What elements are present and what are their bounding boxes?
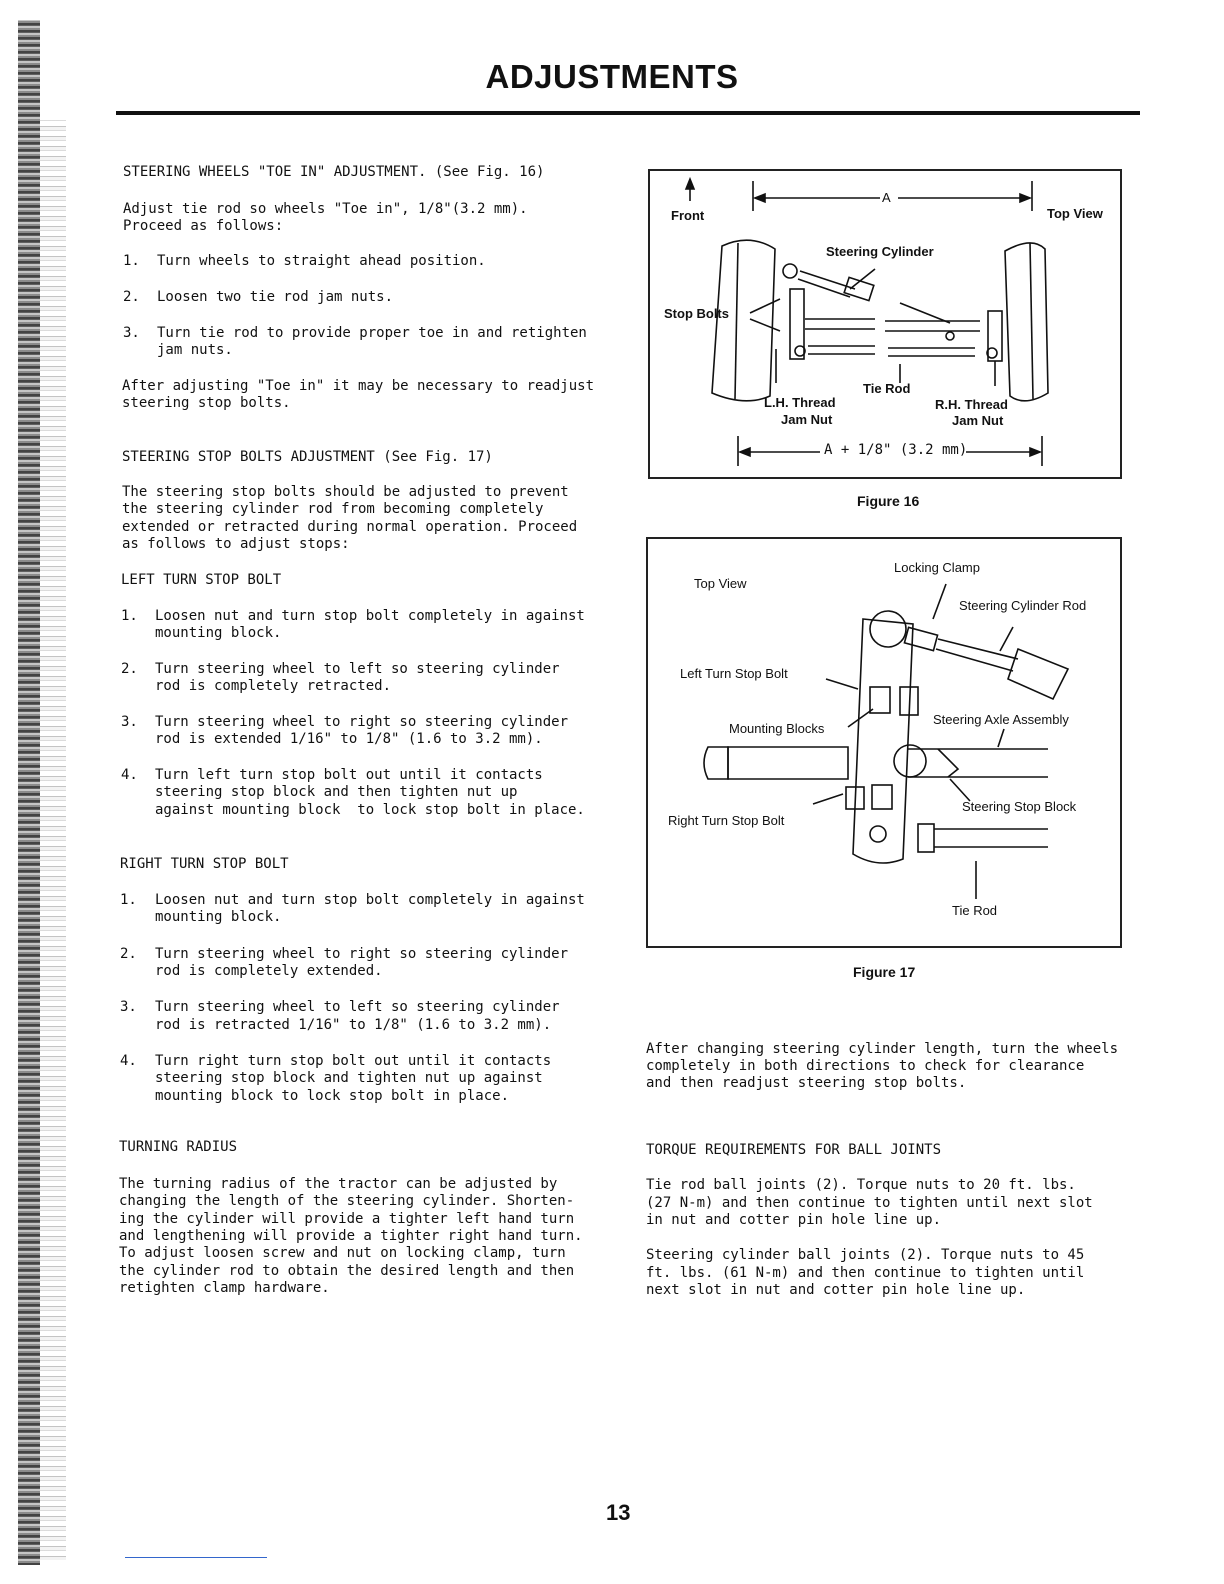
toe-in-step-1-num: 1. [123, 253, 140, 269]
left-turn-heading: LEFT TURN STOP BOLT [121, 572, 282, 588]
fig17-cylinder-rod-label: Steering Cylinder Rod [959, 598, 1087, 613]
figure-16-caption: Figure 16 [857, 493, 920, 509]
toe-in-after-2: steering stop bolts. [122, 395, 291, 411]
after-change-l2: completely in both directions to check for clearance [646, 1058, 1085, 1074]
turning-radius-l5: To adjust loosen screw and nut on locking clamp, turn [119, 1245, 566, 1261]
fig17-top-view-label: Top View [694, 576, 747, 591]
left-turn-step-2-l1: Turn steering wheel to left so steering cylinder [155, 661, 560, 677]
fig17-locking-clamp-label: Locking Clamp [894, 560, 980, 575]
right-turn-step-2-l2: rod is completely extended. [155, 963, 383, 979]
right-turn-step-4-num: 4. [120, 1053, 137, 1069]
left-turn-step-1-l2: mounting block. [155, 625, 282, 641]
turning-radius-l2: changing the length of the steering cylinder. Shorten- [119, 1193, 575, 1209]
fig16-a-label: A [882, 190, 891, 205]
stop-bolts-heading: STEERING STOP BOLTS ADJUSTMENT (See Fig. 17) [122, 449, 493, 465]
after-change-l1: After changing steering cylinder length, turn the wheels [646, 1041, 1119, 1057]
fig16-lh-thread-label: L.H. Thread [764, 395, 836, 410]
fig17-tie-rod-label: Tie Rod [952, 903, 998, 918]
right-turn-step-1-l2: mounting block. [155, 909, 282, 925]
figure-16 [648, 169, 1122, 479]
toe-in-intro-2: Proceed as follows: [123, 218, 284, 234]
left-turn-step-1-num: 1. [121, 608, 138, 624]
right-turn-step-4-l2: steering stop block and tighten nut up against [155, 1070, 543, 1086]
stop-bolts-intro-1: The steering stop bolts should be adjusted to prevent [122, 484, 569, 500]
turning-radius-l1: The turning radius of the tractor can be adjusted by [119, 1176, 558, 1192]
fig17-stop-block-label: Steering Stop Block [962, 799, 1077, 814]
torque-p2-l2: ft. lbs. (61 N-m) and then continue to tighten until [646, 1265, 1085, 1281]
torque-p2-l1: Steering cylinder ball joints (2). Torque nuts to 45 [646, 1247, 1085, 1263]
torque-p1-l3: in nut and cotter pin hole line up. [646, 1212, 942, 1228]
fig16-rh-thread-label: R.H. Thread [935, 397, 1008, 412]
left-turn-step-4-l2: steering stop block and then tighten nut up [155, 784, 518, 800]
footer-line [125, 1557, 267, 1558]
toe-in-step-2-num: 2. [123, 289, 140, 305]
figure-17 [646, 537, 1122, 948]
left-turn-step-3-num: 3. [121, 714, 138, 730]
torque-p1-l1: Tie rod ball joints (2). Torque nuts to 20 ft. lbs. [646, 1177, 1076, 1193]
binding-edge-shadow [18, 20, 40, 1565]
fig16-top-view-label: Top View [1047, 206, 1103, 221]
page-title: ADJUSTMENTS [485, 58, 739, 95]
right-turn-step-2-l1: Turn steering wheel to right so steering cylinder [155, 946, 569, 962]
left-turn-step-2-num: 2. [121, 661, 138, 677]
page-number: 13 [606, 1500, 631, 1525]
right-turn-heading: RIGHT TURN STOP BOLT [120, 856, 289, 872]
turning-radius-l3: ing the cylinder will provide a tighter left hand turn [119, 1211, 575, 1227]
right-turn-step-3-l1: Turn steering wheel to left so steering cylinder [155, 999, 560, 1015]
toe-in-heading: STEERING WHEELS "TOE IN" ADJUSTMENT. (See Fig. 16) [123, 164, 545, 180]
binding-edge-speckle [40, 120, 66, 1560]
torque-heading: TORQUE REQUIREMENTS FOR BALL JOINTS [646, 1142, 942, 1158]
turning-radius-l4: and lengthening will provide a tighter right hand turn. [119, 1228, 583, 1244]
figure-17-caption: Figure 17 [853, 964, 916, 980]
left-turn-step-2-l2: rod is completely retracted. [155, 678, 392, 694]
stop-bolts-intro-4: as follows to adjust stops: [122, 536, 350, 552]
fig17-left-stop-bolt-label: Left Turn Stop Bolt [680, 666, 788, 681]
left-turn-step-4-num: 4. [121, 767, 138, 783]
stop-bolts-intro-3: extended or retracted during normal operation. Proceed [122, 519, 578, 535]
torque-p1-l2: (27 N-m) and then continue to tighten until next slot [646, 1195, 1093, 1211]
right-turn-step-4-l3: mounting block to lock stop bolt in place. [155, 1088, 510, 1104]
fig16-rh-jam-label: Jam Nut [952, 413, 1004, 428]
fig16-stop-bolts-label: Stop Bolts [664, 306, 729, 321]
turning-radius-l7: retighten clamp hardware. [119, 1280, 330, 1296]
fig16-front-label: Front [671, 208, 705, 223]
right-turn-step-2-num: 2. [120, 946, 137, 962]
toe-in-step-1: Turn wheels to straight ahead position. [157, 253, 486, 269]
fig16-lh-jam-label: Jam Nut [781, 412, 833, 427]
left-turn-step-1-l1: Loosen nut and turn stop bolt completely in against [155, 608, 585, 624]
right-turn-step-3-num: 3. [120, 999, 137, 1015]
left-turn-step-3-l1: Turn steering wheel to right so steering cylinder [155, 714, 569, 730]
toe-in-step-2: Loosen two tie rod jam nuts. [157, 289, 394, 305]
toe-in-after-1: After adjusting "Toe in" it may be necessary to readjust [122, 378, 595, 394]
right-turn-step-1-l1: Loosen nut and turn stop bolt completely in against [155, 892, 585, 908]
torque-p2-l3: next slot in nut and cotter pin hole line up. [646, 1282, 1026, 1298]
right-turn-step-1-num: 1. [120, 892, 137, 908]
left-turn-step-3-l2: rod is extended 1/16" to 1/8" (1.6 to 3.2 mm). [155, 731, 543, 747]
fig17-axle-assembly-label: Steering Axle Assembly [933, 712, 1069, 727]
toe-in-step-3-l2: jam nuts. [157, 342, 233, 358]
turning-radius-l6: the cylinder rod to obtain the desired length and then [119, 1263, 575, 1279]
toe-in-intro-1: Adjust tie rod so wheels "Toe in", 1/8"(3.2 mm). [123, 201, 528, 217]
toe-in-step-3-l1: Turn tie rod to provide proper toe in and retighten [157, 325, 587, 341]
fig16-steering-cylinder-label: Steering Cylinder [826, 244, 934, 259]
left-turn-step-4-l1: Turn left turn stop bolt out until it contacts [155, 767, 543, 783]
fig16-a-plus-label: A + 1/8" (3.2 mm) [824, 442, 968, 458]
toe-in-step-3-num: 3. [123, 325, 140, 341]
turning-radius-heading: TURNING RADIUS [119, 1139, 238, 1155]
fig16-tie-rod-label: Tie Rod [863, 381, 911, 396]
right-turn-step-3-l2: rod is retracted 1/16" to 1/8" (1.6 to 3.2 mm). [155, 1017, 552, 1033]
fig17-mounting-blocks-label: Mounting Blocks [729, 721, 825, 736]
title-rule [116, 111, 1140, 115]
right-turn-step-4-l1: Turn right turn stop bolt out until it contacts [155, 1053, 552, 1069]
stop-bolts-intro-2: the steering cylinder rod from becoming completely [122, 501, 544, 517]
after-change-l3: and then readjust steering stop bolts. [646, 1075, 967, 1091]
fig17-right-stop-bolt-label: Right Turn Stop Bolt [668, 813, 785, 828]
left-turn-step-4-l3: against mounting block to lock stop bolt in place. [155, 802, 585, 818]
